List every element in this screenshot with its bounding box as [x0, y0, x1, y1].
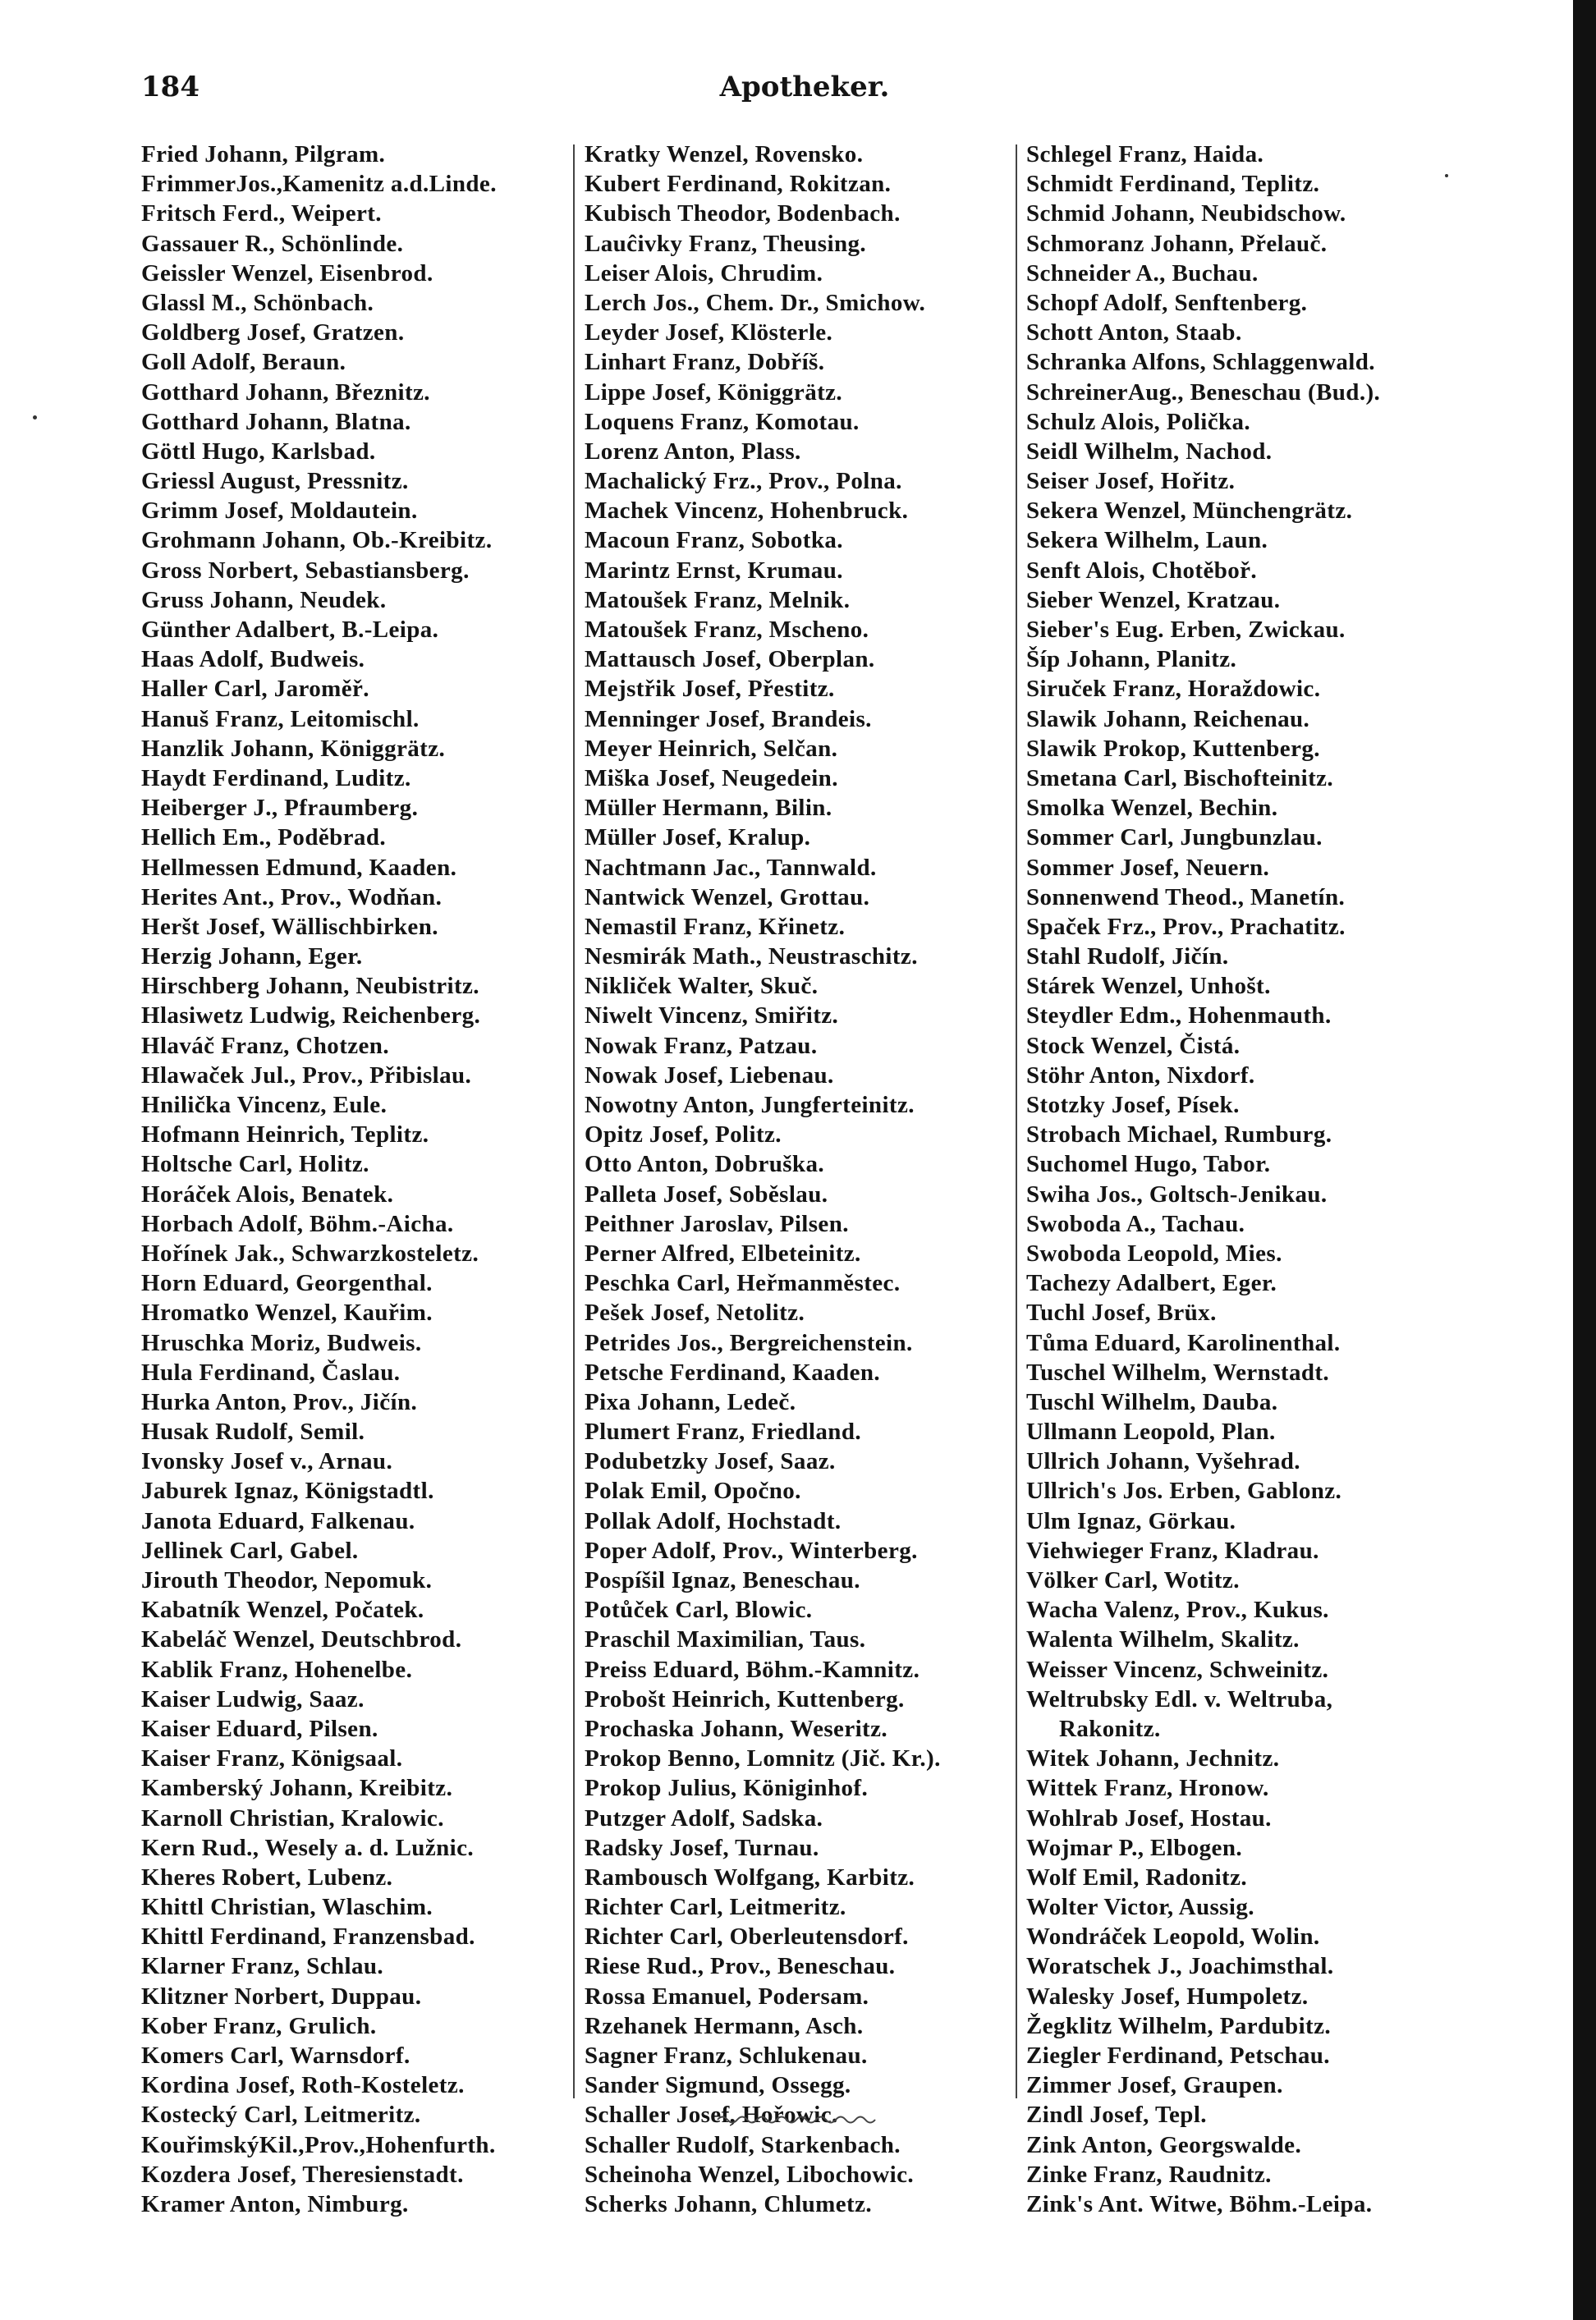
directory-entry: Lorenz Anton, Plass. — [585, 438, 801, 465]
directory-entry: Scherks Johann, Chlumetz. — [585, 2190, 872, 2217]
directory-entry: Podubetzky Josef, Saaz. — [585, 1448, 836, 1475]
directory-entry: Sekera Wilhelm, Laun. — [1026, 527, 1268, 554]
end-ornament — [714, 2111, 887, 2126]
directory-entry: Müller Josef, Kralup. — [585, 824, 811, 851]
directory-entry: Gotthard Johann, Březnitz. — [141, 378, 430, 406]
directory-entry: Niwelt Vincenz, Smiřitz. — [585, 1002, 839, 1029]
directory-entry: Stárek Wenzel, Unhošt. — [1026, 973, 1271, 1000]
directory-entry: Preiss Eduard, Böhm.-Kamnitz. — [585, 1656, 920, 1683]
directory-entry: Swoboda A., Tachau. — [1026, 1210, 1245, 1237]
directory-entry: Swoboda Leopold, Mies. — [1026, 1240, 1282, 1267]
directory-entry: Hellich Em., Poděbrad. — [141, 824, 386, 851]
directory-entry: Schott Anton, Staab. — [1026, 319, 1242, 346]
directory-entry: Nowotny Anton, Jungferteinitz. — [585, 1092, 915, 1118]
directory-entry: Schranka Alfons, Schlaggenwald. — [1026, 349, 1375, 376]
directory-entry: Hofmann Heinrich, Teplitz. — [141, 1121, 429, 1149]
directory-entry: Haas Adolf, Budweis. — [141, 646, 365, 673]
directory-entry: Lippe Josef, Königgrätz. — [585, 378, 843, 406]
directory-entry: Opitz Josef, Politz. — [585, 1121, 782, 1149]
directory-entry: Jirouth Theodor, Nepomuk. — [141, 1567, 433, 1593]
directory-entry: Kabeláč Wenzel, Deutschbrod. — [141, 1626, 462, 1653]
directory-entry: Horáček Alois, Benatek. — [141, 1181, 394, 1208]
directory-entry: Kubert Ferdinand, Rokitzan. — [585, 171, 892, 198]
directory-entry: Jellinek Carl, Gabel. — [141, 1537, 359, 1564]
directory-entry: Sonnenwend Theod., Manetín. — [1026, 883, 1346, 910]
directory-entry: Kaiser Eduard, Pilsen. — [141, 1715, 378, 1742]
directory-entry: Stotzky Josef, Písek. — [1026, 1092, 1240, 1118]
directory-entry: Pospíšil Ignaz, Beneschau. — [585, 1567, 860, 1593]
directory-entry: Klarner Franz, Schlau. — [141, 1953, 384, 1980]
directory-entry: Slawik Johann, Reichenau. — [1026, 705, 1310, 732]
directory-entry: Mattausch Josef, Oberplan. — [585, 646, 875, 673]
page-number: 184 — [141, 71, 200, 103]
directory-entry: Tuchl Josef, Brüx. — [1026, 1300, 1217, 1327]
directory-entry: Kaiser Ludwig, Saaz. — [141, 1685, 365, 1712]
directory-entry: Hlaváč Franz, Chotzen. — [141, 1032, 389, 1059]
directory-entry: Macoun Franz, Sobotka. — [585, 527, 843, 554]
directory-entry: Hnilička Vincenz, Eule. — [141, 1092, 388, 1118]
directory-entry: Kheres Robert, Lubenz. — [141, 1864, 393, 1891]
directory-entry: Göttl Hugo, Karlsbad. — [141, 438, 376, 465]
directory-entry: Hula Ferdinand, Časlau. — [141, 1359, 401, 1386]
directory-entry: Richter Carl, Leitmeritz. — [585, 1894, 846, 1921]
directory-entry: Zink Anton, Georgswalde. — [1026, 2131, 1302, 2158]
directory-entry: Leyder Josef, Klösterle. — [585, 319, 833, 346]
directory-entry: Ullrich Johann, Vyšehrad. — [1026, 1448, 1300, 1475]
directory-entry: Rakonitz. — [1059, 1715, 1161, 1742]
directory-entry: Horbach Adolf, Böhm.-Aicha. — [141, 1210, 454, 1237]
directory-entry: Wacha Valenz, Prov., Kukus. — [1026, 1597, 1329, 1624]
directory-entry: Otto Anton, Dobruška. — [585, 1151, 825, 1178]
directory-entry: Nikliček Walter, Skuč. — [585, 973, 819, 1000]
directory-entry: Wolter Victor, Aussig. — [1026, 1894, 1254, 1921]
directory-entry: FrimmerJos.,Kamenitz a.d.Linde. — [141, 171, 497, 198]
directory-entry: Siruček Franz, Horaždowic. — [1026, 676, 1321, 703]
directory-entry: Grimm Josef, Moldautein. — [141, 497, 418, 525]
directory-entry: Šíp Johann, Planitz. — [1026, 646, 1237, 673]
directory-entry: Gross Norbert, Sebastiansberg. — [141, 557, 470, 584]
directory-entry: Kablik Franz, Hohenelbe. — [141, 1656, 413, 1683]
directory-entry: Müller Hermann, Bilin. — [585, 795, 832, 822]
directory-entry: Rzehanek Hermann, Asch. — [585, 2012, 864, 2039]
column-divider-1 — [573, 144, 575, 2098]
directory-entry: Spaček Frz., Prov., Prachatitz. — [1026, 913, 1346, 940]
directory-entry: Smolka Wenzel, Bechin. — [1026, 795, 1278, 822]
directory-entry: Haller Carl, Jaroměř. — [141, 676, 369, 703]
directory-entry: Leiser Alois, Chrudim. — [585, 259, 823, 287]
directory-entry: Holtsche Carl, Holitz. — [141, 1151, 369, 1178]
directory-entry: Prokop Benno, Lomnitz (Jič. Kr.). — [585, 1745, 941, 1772]
directory-entry: Menninger Josef, Brandeis. — [585, 705, 872, 732]
directory-entry: Hirschberg Johann, Neubistritz. — [141, 973, 479, 1000]
directory-entry: Pešek Josef, Netolitz. — [585, 1300, 805, 1327]
directory-entry: Hurka Anton, Prov., Jičín. — [141, 1388, 418, 1415]
directory-entry: Nowak Josef, Liebenau. — [585, 1061, 834, 1089]
directory-entry: Meyer Heinrich, Selčan. — [585, 735, 838, 762]
directory-entry: Grohmann Johann, Ob.-Kreibitz. — [141, 527, 493, 554]
directory-entry: Walenta Wilhelm, Skalitz. — [1026, 1626, 1300, 1653]
directory-entry: Herzig Johann, Eger. — [141, 943, 363, 970]
directory-entry: Senft Alois, Chotěboř. — [1026, 557, 1258, 584]
directory-entry: Zinke Franz, Raudnitz. — [1026, 2161, 1272, 2188]
directory-entry: Machalický Frz., Prov., Polna. — [585, 468, 902, 495]
directory-entry: Kober Franz, Grulich. — [141, 2012, 377, 2039]
directory-entry: Rambousch Wolfgang, Karbitz. — [585, 1864, 915, 1891]
directory-entry: Polak Emil, Opočno. — [585, 1478, 801, 1505]
directory-entry: Günther Adalbert, B.-Leipa. — [141, 617, 439, 643]
directory-entry: Husak Rudolf, Semil. — [141, 1419, 365, 1446]
column-divider-2 — [1016, 144, 1017, 2098]
directory-entry: Ullmann Leopold, Plan. — [1026, 1419, 1276, 1446]
directory-entry: Nachtmann Jac., Tannwald. — [585, 854, 877, 881]
directory-entry: Tuschl Wilhelm, Dauba. — [1026, 1388, 1278, 1415]
directory-entry: Janota Eduard, Falkenau. — [141, 1507, 415, 1534]
directory-entry: SchreinerAug., Beneschau (Bud.). — [1026, 378, 1381, 406]
directory-entry: Peschka Carl, Heřmanměstec. — [585, 1270, 901, 1297]
directory-entry: Marintz Ernst, Krumau. — [585, 557, 843, 584]
directory-entry: Wittek Franz, Hronow. — [1026, 1775, 1269, 1802]
directory-entry: Kabatník Wenzel, Počatek. — [141, 1597, 424, 1624]
directory-entry: Petsche Ferdinand, Kaaden. — [585, 1359, 881, 1386]
print-speck — [33, 415, 37, 420]
directory-entry: Witek Johann, Jechnitz. — [1026, 1745, 1280, 1772]
directory-entry: Hlawaček Jul., Prov., Přibislau. — [141, 1061, 472, 1089]
directory-entry: Fried Johann, Pilgram. — [141, 141, 386, 167]
directory-entry: Kostecký Carl, Leitmeritz. — [141, 2102, 421, 2129]
directory-entry: Völker Carl, Wotitz. — [1026, 1567, 1240, 1593]
directory-entry: Sommer Carl, Jungbunzlau. — [1026, 824, 1323, 851]
directory-entry: Schopf Adolf, Senftenberg. — [1026, 289, 1308, 316]
directory-entry: Kubisch Theodor, Bodenbach. — [585, 200, 901, 227]
directory-entry: Hromatko Wenzel, Kauřim. — [141, 1300, 433, 1327]
directory-entry: Geissler Wenzel, Eisenbrod. — [141, 259, 433, 287]
directory-entry: Smetana Carl, Bischofteinitz. — [1026, 764, 1334, 791]
directory-entry: Stahl Rudolf, Jičín. — [1026, 943, 1229, 970]
directory-entry: Gruss Johann, Neudek. — [141, 586, 387, 613]
directory-entry: Hanuš Franz, Leitomischl. — [141, 705, 420, 732]
directory-entry: Tůma Eduard, Karolinenthal. — [1026, 1329, 1341, 1356]
directory-entry: Hlasiwetz Ludwig, Reichenberg. — [141, 1002, 481, 1029]
directory-entry: Sommer Josef, Neuern. — [1026, 854, 1270, 881]
directory-entry: Woratschek J., Joachimsthal. — [1026, 1953, 1334, 1980]
directory-entry: Prokop Julius, Königinhof. — [585, 1775, 869, 1802]
directory-entry: Rossa Emanuel, Podersam. — [585, 1983, 869, 2010]
directory-entry: Walesky Josef, Humpoletz. — [1026, 1983, 1309, 2010]
directory-entry: Putzger Adolf, Sadska. — [585, 1804, 823, 1832]
directory-entry: Petrides Jos., Bergreichenstein. — [585, 1329, 913, 1356]
directory-entry: Probošt Heinrich, Kuttenberg. — [585, 1685, 905, 1712]
directory-entry: Matoušek Franz, Mscheno. — [585, 617, 869, 643]
directory-entry: Zimmer Josef, Graupen. — [1026, 2072, 1283, 2099]
directory-entry: Nowak Franz, Patzau. — [585, 1032, 818, 1059]
directory-entry: Hořínek Jak., Schwarzkosteletz. — [141, 1240, 479, 1267]
directory-entry: Machek Vincenz, Hohenbruck. — [585, 497, 909, 525]
directory-entry: Ullrich's Jos. Erben, Gablonz. — [1026, 1478, 1342, 1505]
directory-entry: Sagner Franz, Schlukenau. — [585, 2043, 868, 2069]
directory-entry: KouřimskýKil.,Prov.,Hohenfurth. — [141, 2131, 496, 2158]
directory-entry: Pixa Johann, Ledeč. — [585, 1388, 796, 1415]
directory-entry: Nantwick Wenzel, Grottau. — [585, 883, 870, 910]
directory-entry: Zink's Ant. Witwe, Böhm.-Leipa. — [1026, 2190, 1373, 2217]
directory-entry: Weltrubsky Edl. v. Weltruba, — [1026, 1685, 1333, 1712]
directory-entry: Kaiser Franz, Königsaal. — [141, 1745, 403, 1772]
directory-entry: Tuschel Wilhelm, Wernstadt. — [1026, 1359, 1330, 1386]
directory-entry: Praschil Maximilian, Taus. — [585, 1626, 866, 1653]
directory-entry: Lerch Jos., Chem. Dr., Smichow. — [585, 289, 926, 316]
directory-entry: Karnoll Christian, Kralowic. — [141, 1804, 444, 1832]
directory-entry: Ziegler Ferdinand, Petschau. — [1026, 2043, 1330, 2069]
directory-entry: Khittl Christian, Wlaschim. — [141, 1894, 433, 1921]
directory-entry: Wohlrab Josef, Hostau. — [1026, 1804, 1272, 1832]
directory-entry: Schaller Rudolf, Starkenbach. — [585, 2131, 901, 2158]
directory-entry: Kratky Wenzel, Rovensko. — [585, 141, 864, 167]
directory-entry: Linhart Franz, Dobříš. — [585, 349, 825, 376]
directory-entry: Prochaska Johann, Weseritz. — [585, 1715, 888, 1742]
directory-entry: Suchomel Hugo, Tabor. — [1026, 1151, 1271, 1178]
directory-entry: Riese Rud., Prov., Beneschau. — [585, 1953, 896, 1980]
directory-entry: Mejstřik Josef, Přestitz. — [585, 676, 835, 703]
directory-entry: Sieber's Eug. Erben, Zwickau. — [1026, 617, 1346, 643]
directory-entry: Loquens Franz, Komotau. — [585, 408, 860, 435]
directory-entry: Nesmirák Math., Neustraschitz. — [585, 943, 918, 970]
directory-entry: Seidl Wilhelm, Nachod. — [1026, 438, 1273, 465]
directory-entry: Haydt Ferdinand, Luditz. — [141, 764, 411, 791]
directory-entry: Seiser Josef, Hořitz. — [1026, 468, 1236, 495]
directory-entry: Kordina Josef, Roth-Kosteletz. — [141, 2072, 465, 2099]
directory-entry: Slawik Prokop, Kuttenberg. — [1026, 735, 1320, 762]
column-2 — [585, 140, 1011, 2219]
directory-entry: Tachezy Adalbert, Eger. — [1026, 1270, 1277, 1297]
directory-entry: Gassauer R., Schönlinde. — [141, 230, 404, 257]
directory-entry: Viehwieger Franz, Kladrau. — [1026, 1537, 1319, 1564]
directory-entry: Schaller Josef, Hořowic. — [585, 2102, 838, 2129]
directory-entry: Potůček Carl, Blowic. — [585, 1597, 813, 1624]
directory-entry: Khittl Ferdinand, Franzensbad. — [141, 1923, 475, 1951]
column-3 — [1026, 140, 1470, 2219]
directory-entry: Gotthard Johann, Blatna. — [141, 408, 411, 435]
directory-entry: Kozdera Josef, Theresienstadt. — [141, 2161, 464, 2188]
column-1 — [141, 140, 565, 2219]
directory-entry: Perner Alfred, Elbeteinitz. — [585, 1240, 861, 1267]
directory-entry: Jaburek Ignaz, Königstadtl. — [141, 1478, 434, 1505]
directory-entry: Palleta Josef, Soběslau. — [585, 1181, 828, 1208]
directory-entry: Wondráček Leopold, Wolin. — [1026, 1923, 1320, 1951]
directory-entry: Richter Carl, Oberleutensdorf. — [585, 1923, 909, 1951]
directory-entry: Kern Rud., Wesely a. d. Lužnic. — [141, 1834, 475, 1861]
print-speck — [1445, 174, 1448, 177]
directory-entry: Scheinoha Wenzel, Libochowic. — [585, 2161, 914, 2188]
directory-entry: Heršt Josef, Wällischbirken. — [141, 913, 438, 940]
directory-entry: Ivonsky Josef v., Arnau. — [141, 1448, 393, 1475]
directory-entry: Kamberský Johann, Kreibitz. — [141, 1775, 453, 1802]
directory-entry: Heiberger J., Pfraumberg. — [141, 795, 419, 822]
directory-entry: Stöhr Anton, Nixdorf. — [1026, 1061, 1255, 1089]
directory-entry: Zindl Josef, Tepl. — [1026, 2102, 1207, 2129]
directory-entry: Schmidt Ferdinand, Teplitz. — [1026, 171, 1320, 198]
directory-entry: Matoušek Franz, Melnik. — [585, 586, 851, 613]
directory-entry: Stock Wenzel, Čistá. — [1026, 1032, 1241, 1059]
directory-entry: Goldberg Josef, Gratzen. — [141, 319, 405, 346]
directory-entry: Swiha Jos., Goltsch-Jenikau. — [1026, 1181, 1328, 1208]
directory-entry: Schulz Alois, Polička. — [1026, 408, 1251, 435]
directory-entry: Sieber Wenzel, Kratzau. — [1026, 586, 1281, 613]
directory-entry: Komers Carl, Warnsdorf. — [141, 2043, 410, 2069]
directory-entry: Schmid Johann, Neubidschow. — [1026, 200, 1346, 227]
directory-entry: Hanzlik Johann, Königgrätz. — [141, 735, 446, 762]
directory-entry: Strobach Michael, Rumburg. — [1026, 1121, 1332, 1149]
directory-entry: Steydler Edm., Hohenmauth. — [1026, 1002, 1332, 1029]
directory-entry: Ulm Ignaz, Görkau. — [1026, 1507, 1236, 1534]
directory-entry: Fritsch Ferd., Weipert. — [141, 200, 382, 227]
directory-entry: Hruschka Moriz, Budweis. — [141, 1329, 422, 1356]
directory-entry: Pollak Adolf, Hochstadt. — [585, 1507, 842, 1534]
directory-entry: Poper Adolf, Prov., Winterberg. — [585, 1537, 918, 1564]
directory-entry: Sekera Wenzel, Münchengrätz. — [1026, 497, 1353, 525]
directory-entry: Žegklitz Wilhelm, Pardubitz. — [1026, 2012, 1332, 2039]
directory-entry: Klitzner Norbert, Duppau. — [141, 1983, 422, 2010]
directory-entry: Kramer Anton, Nimburg. — [141, 2190, 409, 2217]
directory-entry: Horn Eduard, Georgenthal. — [141, 1270, 433, 1297]
directory-entry: Schmoranz Johann, Přelauč. — [1026, 230, 1328, 257]
directory-entry: Hellmessen Edmund, Kaaden. — [141, 854, 457, 881]
directory-entry: Griessl August, Pressnitz. — [141, 468, 409, 495]
scan-edge-bar — [1573, 0, 1596, 2320]
directory-entry: Sander Sigmund, Ossegg. — [585, 2072, 851, 2099]
directory-entry: Radsky Josef, Turnau. — [585, 1834, 819, 1861]
directory-entry: Plumert Franz, Friedland. — [585, 1419, 862, 1446]
directory-entry: Schneider A., Buchau. — [1026, 259, 1259, 287]
directory-entry: Peithner Jaroslav, Pilsen. — [585, 1210, 849, 1237]
directory-entry: Goll Adolf, Beraun. — [141, 349, 346, 376]
directory-entry: Herites Ant., Prov., Wodňan. — [141, 883, 443, 910]
directory-entry: Wojmar P., Elbogen. — [1026, 1834, 1242, 1861]
directory-entry: Miška Josef, Neugedein. — [585, 764, 838, 791]
directory-entry: Wolf Emil, Radonitz. — [1026, 1864, 1248, 1891]
directory-entry: Schlegel Franz, Haida. — [1026, 141, 1264, 167]
directory-entry: Lauĉivky Franz, Theusing. — [585, 230, 867, 257]
directory-entry: Weisser Vincenz, Schweinitz. — [1026, 1656, 1329, 1683]
page-title: Apotheker. — [719, 71, 890, 103]
directory-entry: Nemastil Franz, Křinetz. — [585, 913, 846, 940]
directory-entry: Glassl M., Schönbach. — [141, 289, 374, 316]
